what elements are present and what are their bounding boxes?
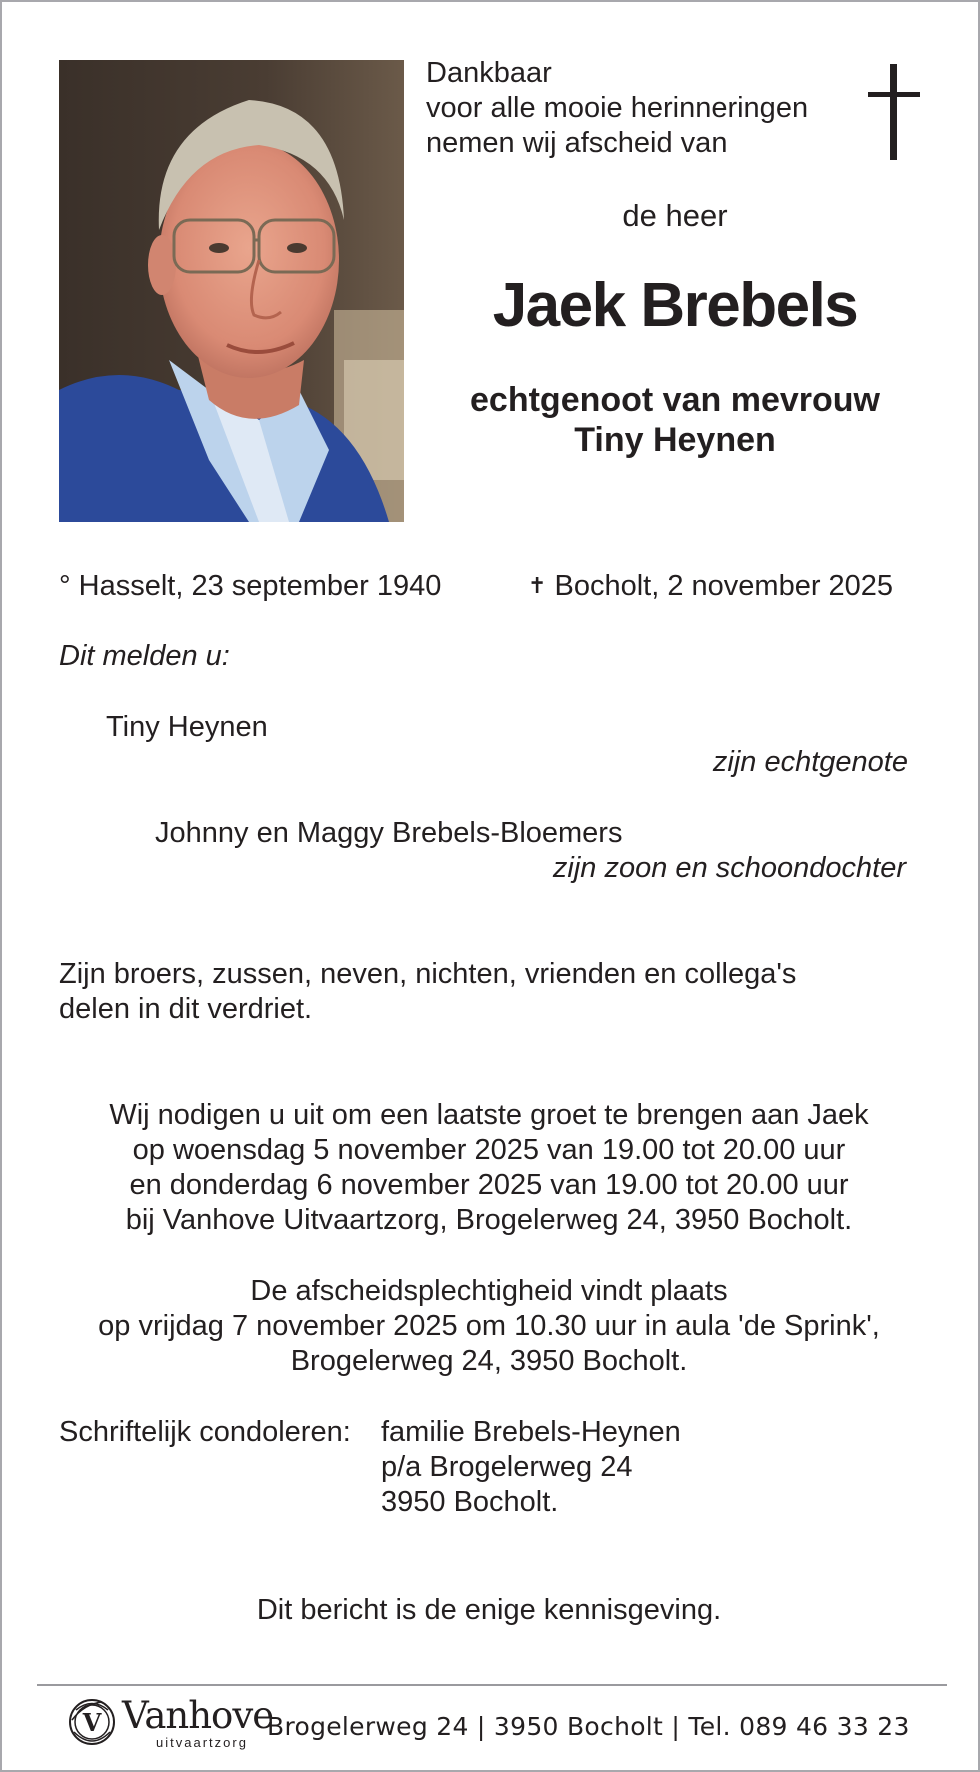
spouse-info	[426, 380, 924, 460]
portrait-illustration	[59, 60, 404, 522]
condolence-address	[381, 1415, 681, 1520]
deceased-name: Jaek Brebels	[492, 271, 858, 340]
logo-letter: V	[82, 1708, 102, 1737]
family-member-relation: zijn zoon en schoondochter	[552, 852, 906, 884]
ceremony-info	[59, 1274, 919, 1379]
death-info	[528, 570, 893, 603]
visitation-line: op woensdag 5 november 2025 van 19.00 tot 20.00 uur	[132, 1134, 846, 1166]
extended-line: delen in dit verdriet.	[59, 993, 313, 1025]
notice-text: Dit bericht is de enige kennisgeving.	[256, 1594, 722, 1626]
death-text: Bocholt, 2 november 2025	[554, 570, 894, 602]
family-member-name: Tiny Heynen	[106, 711, 268, 743]
footer-divider	[37, 1684, 947, 1686]
cross-icon	[864, 62, 924, 162]
announce-intro: Dit melden u:	[59, 640, 230, 672]
visitation-info	[59, 1098, 919, 1238]
extended-line: Zijn broers, zussen, neven, nichten, vrienden en collega's	[59, 958, 797, 990]
logo-subtitle: uitvaartzorg	[156, 1735, 248, 1750]
spouse-line: Tiny Heynen	[574, 421, 776, 459]
family-member-name: Johnny en Maggy Brebels-Bloemers	[155, 817, 623, 849]
spouse-line: echtgenoot van mevrouw	[470, 381, 880, 419]
intro-line: voor alle mooie herinneringen	[426, 92, 809, 124]
intro-line: nemen wij afscheid van	[426, 127, 728, 159]
portrait-photo	[59, 60, 404, 522]
condolence-line: familie Brebels-Heynen	[381, 1416, 681, 1448]
logo-name: Vanhove	[122, 1694, 274, 1737]
ceremony-line: De afscheidsplechtigheid vindt plaats	[250, 1275, 728, 1307]
condolence-line: p/a Brogelerweg 24	[381, 1451, 633, 1483]
ceremony-line: Brogelerweg 24, 3950 Bocholt.	[290, 1345, 688, 1377]
honorific-title: de heer	[622, 198, 728, 233]
birth-info: ° Hasselt, 23 september 1940	[59, 570, 442, 602]
ceremony-line: op vrijdag 7 november 2025 om 10.30 uur in aula 'de Sprink',	[98, 1310, 880, 1342]
intro-line: Dankbaar	[426, 57, 552, 89]
death-cross-icon: ✝	[528, 573, 547, 598]
family-member-relation: zijn echtgenote	[712, 746, 908, 778]
condolence-label: Schriftelijk condoleren:	[59, 1416, 351, 1448]
footer-address: Brogelerweg 24 | 3950 Bocholt | Tel. 089 46 33 23	[267, 1712, 910, 1741]
visitation-line: bij Vanhove Uitvaartzorg, Brogelerweg 24, 3950 Bocholt.	[125, 1204, 853, 1236]
visitation-line: Wij nodigen u uit om een laatste groet te brengen aan Jaek	[109, 1099, 869, 1131]
condolence-line: 3950 Bocholt.	[381, 1486, 559, 1518]
intro-text	[426, 56, 808, 161]
extended-family	[59, 957, 796, 1027]
visitation-line: en donderdag 6 november 2025 van 19.00 tot 20.00 uur	[129, 1169, 849, 1201]
